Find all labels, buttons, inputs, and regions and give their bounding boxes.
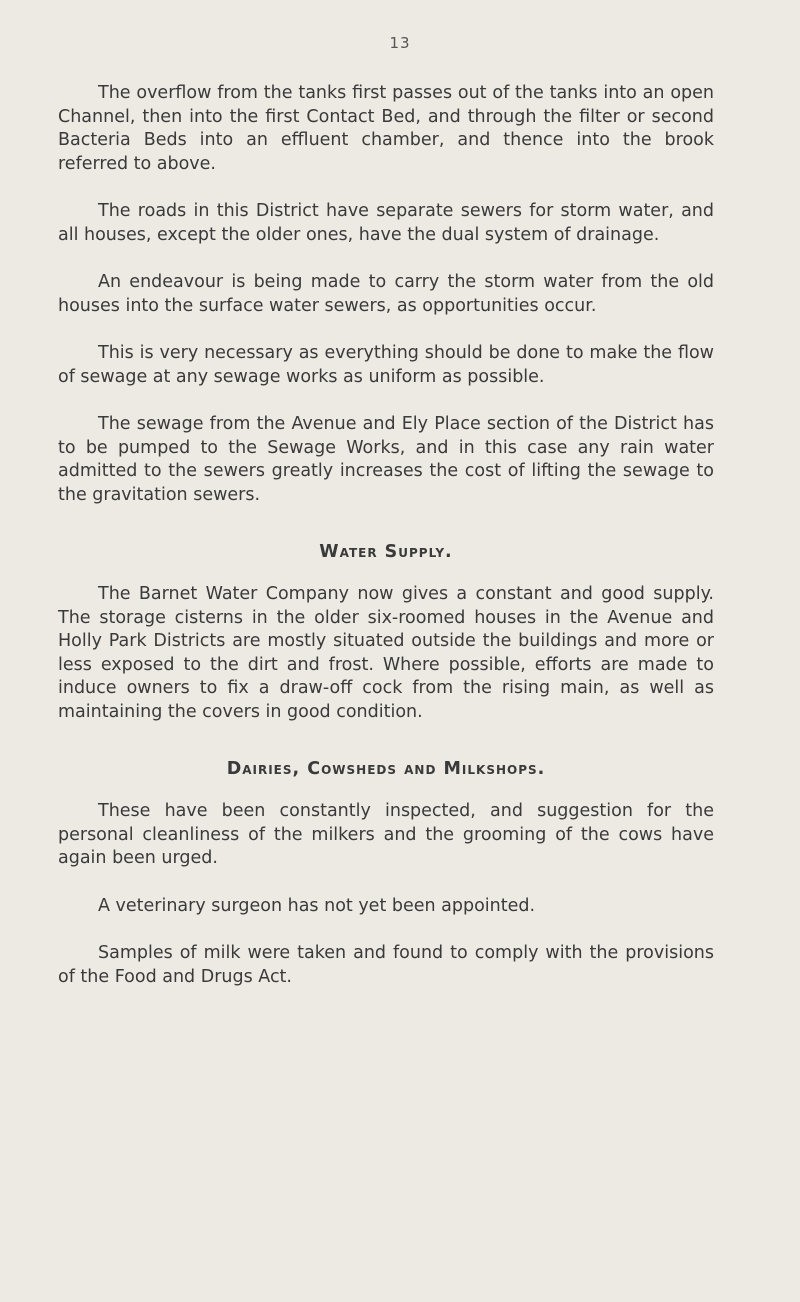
paragraph-roads: The roads in this District have separate sewers for storm water, and all houses, except the older ones, have the dual system of drainage. bbox=[58, 201, 714, 245]
paragraph-milk-samples: Samples of milk were taken and found to comply with the provisions of the Food and Drugs Act. bbox=[58, 943, 714, 987]
paragraph-flow-uniform: This is very necessary as everything should be done to make the flow of sewage at any sewage works as uniform as possible. bbox=[58, 343, 714, 387]
paragraph-veterinary: A veterinary surgeon has not yet been appointed. bbox=[98, 895, 536, 916]
paragraph-dairies-inspected: These have been constantly inspected, and suggestion for the personal cleanliness of the milkers and the grooming of the cows have again been urged. bbox=[58, 801, 714, 868]
page-body bbox=[58, 82, 714, 989]
heading-dairies: Dairies, Cowsheds and Milkshops. bbox=[226, 759, 546, 779]
paragraph-avenue-sewage: The sewage from the Avenue and Ely Place section of the District has to be pumped to the Sewage Works, and in this case any rain water admitted to the sewers greatly increases the cost of lifting the sewage to the gravitation sewers. bbox=[58, 414, 714, 505]
paragraph-storm-water: An endeavour is being made to carry the storm water from the old houses into the surface water sewers, as opportunities occur. bbox=[58, 272, 714, 316]
page-number: 13 bbox=[389, 34, 411, 52]
heading-water-supply: Water Supply. bbox=[319, 542, 453, 562]
paragraph-water-supply: The Barnet Water Company now gives a constant and good supply. The storage cisterns in the older six-roomed houses in the Avenue and Holly Park Districts are mostly situated outside the buildings and more or less exposed to the dirt and frost. Where possible, efforts are made to induce owners to fix a draw-off cock from the rising main, as well as maintaining the covers in good condition. bbox=[58, 584, 714, 722]
paragraph-overflow: The overflow from the tanks first passes out of the tanks into an open Channel, then into the first Contact Bed, and through the filter or second Bacteria Beds into an effluent chamber, and thence into the brook referred to above. bbox=[58, 83, 714, 174]
